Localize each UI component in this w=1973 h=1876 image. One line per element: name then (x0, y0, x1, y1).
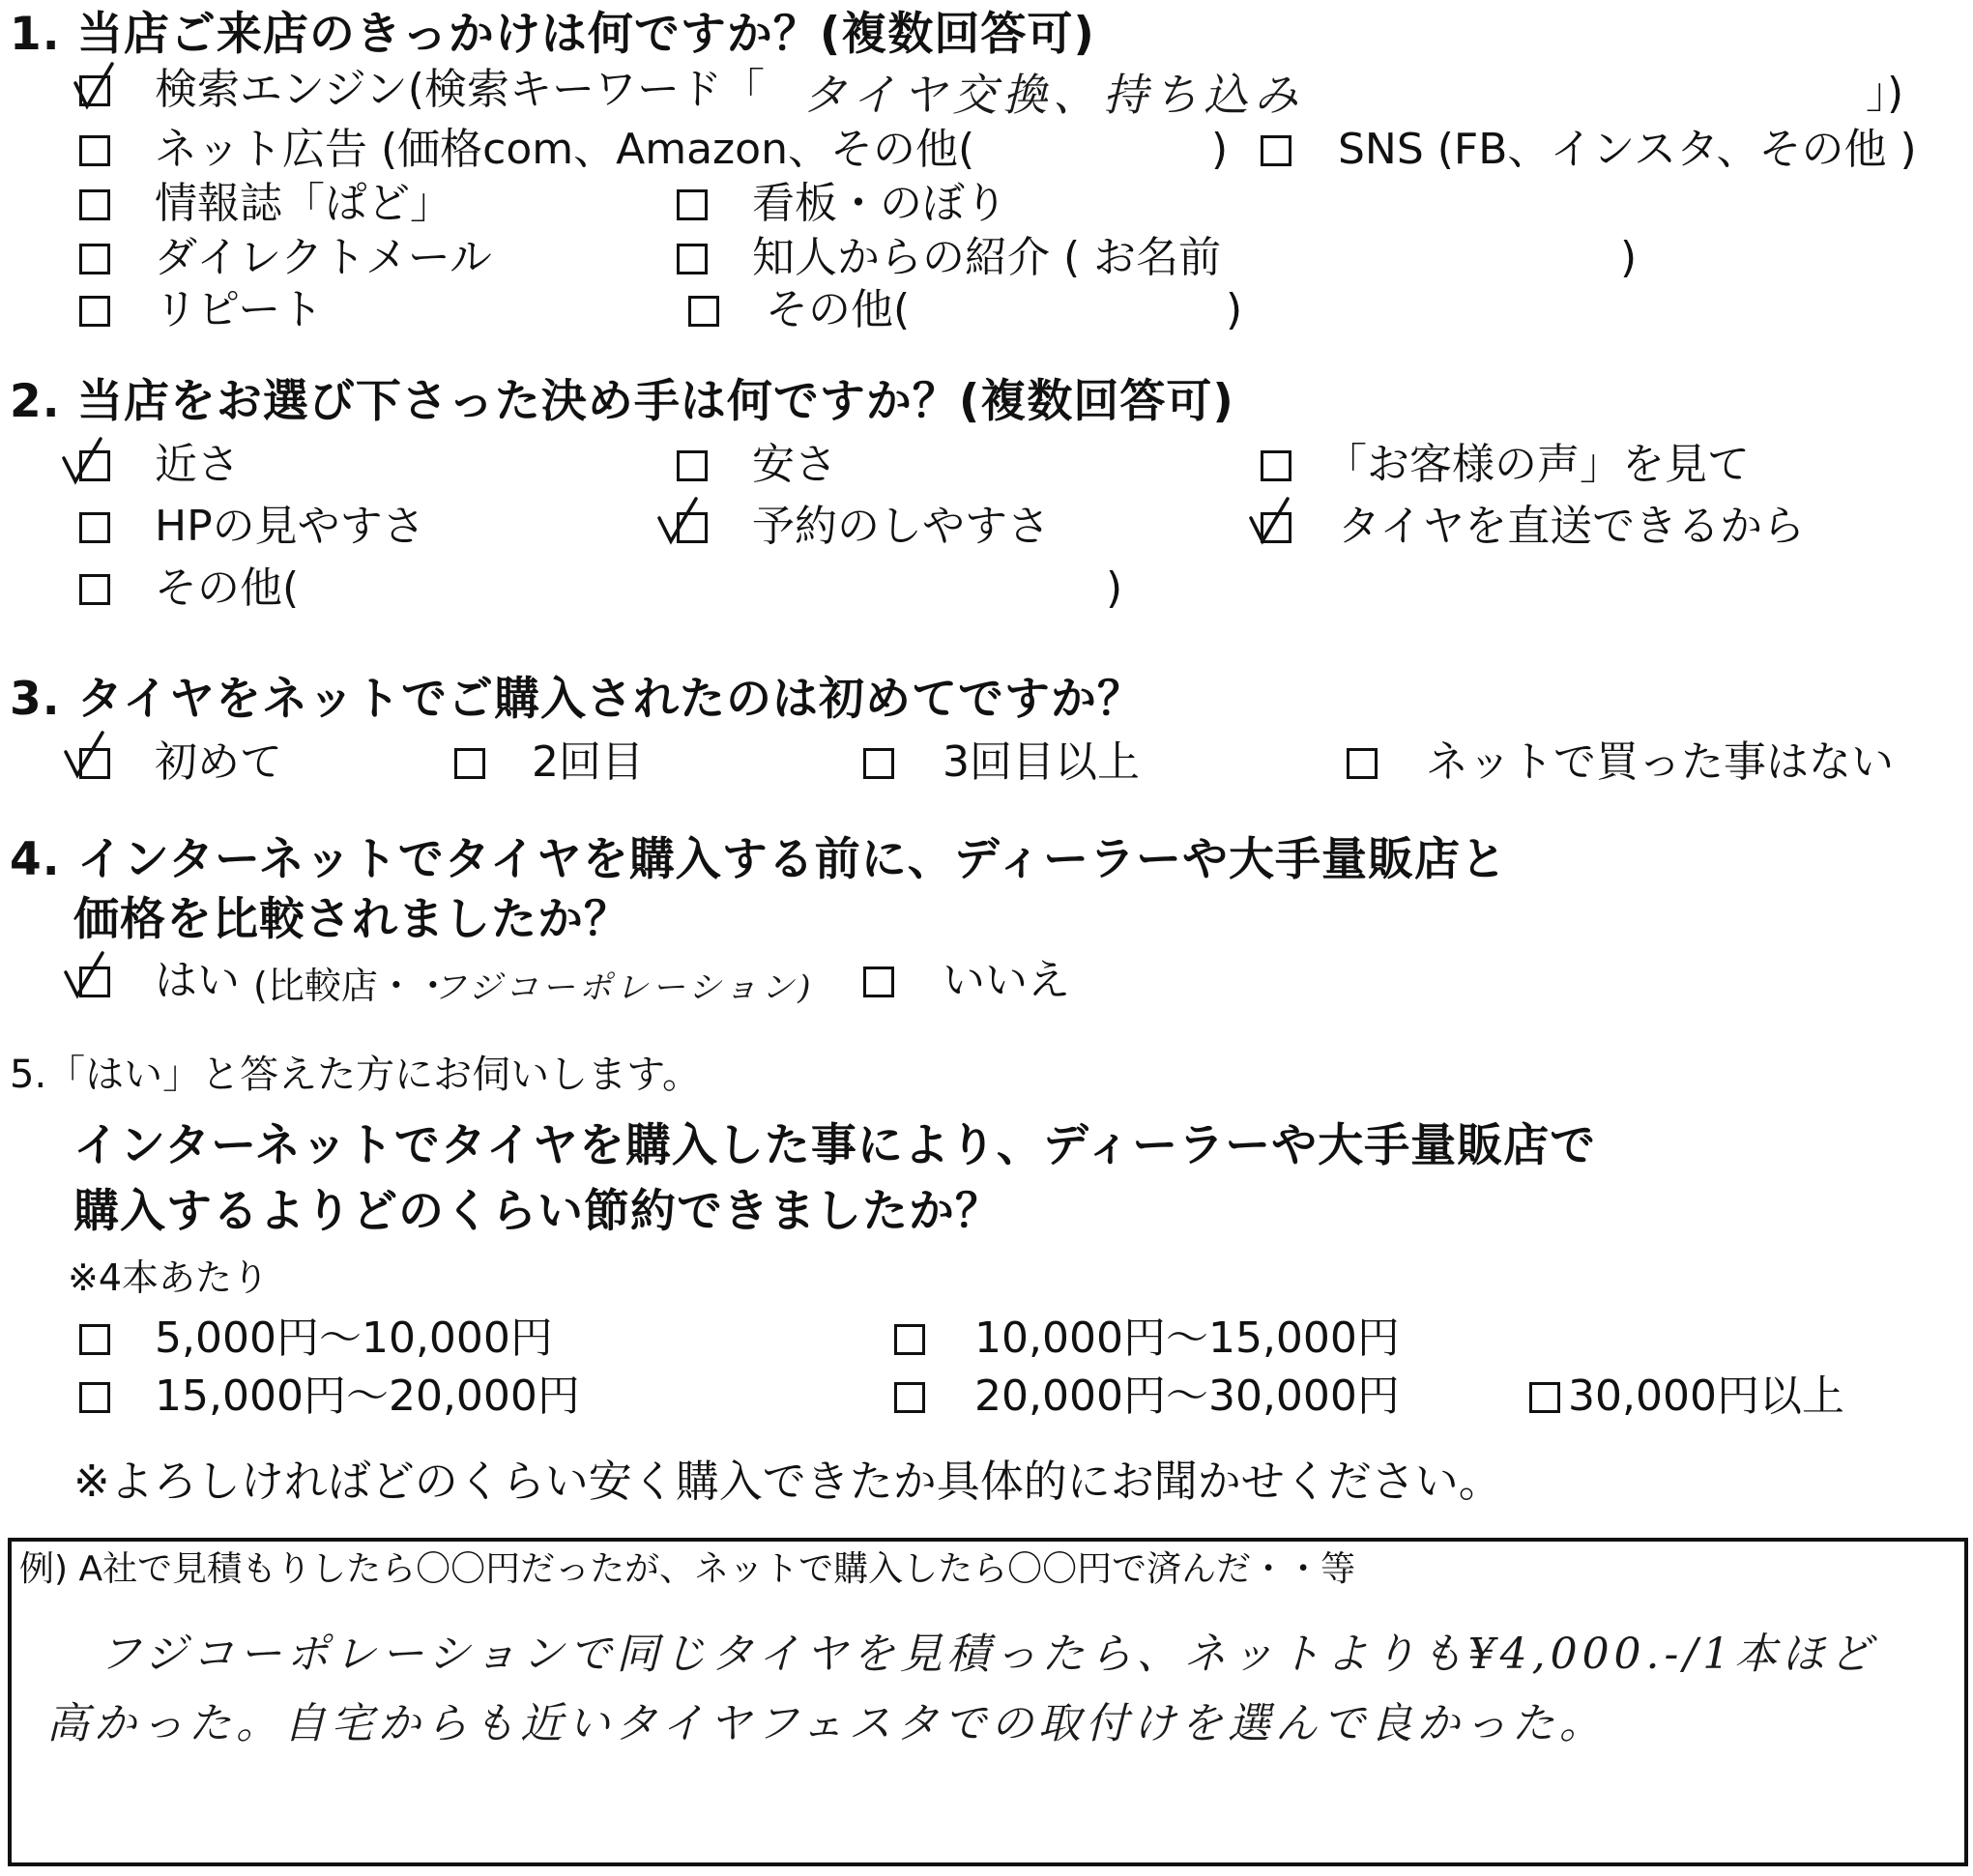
q1-dm-label: ダイレクトメール (155, 233, 492, 282)
q5-lead: 5.「はい」と答えた方にお伺いします。 (10, 1053, 701, 1097)
q1-search-keyword-handwritten: タイヤ交換、持ち込み (802, 69, 1305, 121)
check-mark-icon (73, 62, 112, 110)
q1-sns-label: SNS (FB、インスタ、その他 ) (1338, 125, 1917, 174)
q1-other-close: ) (1226, 285, 1243, 334)
q2-direct-label: タイヤを直送できるから (1338, 502, 1806, 551)
q4-no-checkbox[interactable] (863, 967, 894, 997)
q5-d-label: 20,000円〜30,000円 (974, 1371, 1400, 1421)
q4-title-line1: 4. インターネットでタイヤを購入する前に、ディーラーや大手量販店と (10, 833, 1507, 886)
q4-compare-store-handwritten: フジコーポレーション) (433, 968, 815, 1007)
q1-referral-close: ) (1620, 233, 1638, 282)
q4-no-label: いいえ (943, 956, 1070, 1005)
q1-search-close: 」) (1866, 69, 1904, 118)
q3-third-label: 3回目以上 (943, 737, 1140, 787)
q4-title-line2: 価格を比較されましたか？ (73, 893, 630, 946)
q2-voice-checkbox[interactable] (1261, 450, 1291, 481)
q1-dm-checkbox[interactable] (79, 244, 110, 274)
q1-kanban-label: 看板・のぼり (752, 179, 1007, 228)
q3-second-label: 2回目 (532, 737, 644, 787)
comment-answer-line2: 高かった。自宅からも近いタイヤフェスタでの取付けを選んで良かった。 (46, 1699, 1607, 1748)
q2-near-label: 近さ (155, 440, 240, 489)
q2-title: 2. 当店をお選び下さった決め手は何ですか？(複数回答可) (10, 375, 1234, 428)
q5-b-checkbox[interactable] (894, 1324, 925, 1355)
q1-repeat-label: リピート (155, 285, 324, 334)
check-mark-icon (657, 497, 696, 545)
check-mark-icon (1249, 497, 1288, 545)
q1-referral-checkbox[interactable] (677, 244, 708, 274)
q1-kanban-checkbox[interactable] (677, 189, 708, 220)
check-mark-icon (64, 951, 102, 999)
q5-c-checkbox[interactable] (79, 1382, 110, 1413)
q3-never-label: ネットで買った事はない (1426, 737, 1894, 787)
q1-title: 1. 当店ご来店のきっかけは何ですか？(複数回答可) (10, 8, 1095, 61)
q2-cheap-checkbox[interactable] (677, 450, 708, 481)
q5-d-checkbox[interactable] (894, 1382, 925, 1413)
q5-b-label: 10,000円〜15,000円 (974, 1313, 1400, 1363)
q5-request: ※よろしければどのくらい安く購入できたか具体的にお聞かせください。 (73, 1456, 1502, 1507)
q4-compare-store-label: (比較店・・ (253, 965, 451, 1007)
q1-search-label: 検索エンジン(検索キーワード「 (155, 65, 765, 114)
q2-other-checkbox[interactable] (79, 574, 110, 605)
q5-title-line1: インターネットでタイヤを購入した事により、ディーラーや大手量販店で (73, 1119, 1597, 1172)
q2-cheap-label: 安さ (752, 440, 837, 489)
q1-other-label: その他( (766, 285, 911, 334)
q1-netad-close: ) (1211, 125, 1229, 174)
q5-a-checkbox[interactable] (79, 1324, 110, 1355)
q2-other-label: その他( (155, 563, 300, 613)
q2-hp-checkbox[interactable] (79, 512, 110, 543)
q5-c-label: 15,000円〜20,000円 (155, 1371, 580, 1421)
q1-pado-checkbox[interactable] (79, 189, 110, 220)
q1-netad-checkbox[interactable] (79, 135, 110, 166)
comment-answer-line1: フジコーポレーションで同じタイヤを見積ったら、ネットよりも¥4,000.-/1本ほど (99, 1630, 1877, 1679)
q3-second-checkbox[interactable] (454, 748, 485, 779)
q2-other-close: ) (1106, 563, 1123, 613)
q5-title-line2: 購入するよりどのくらい節約できましたか？ (73, 1185, 1001, 1238)
q2-hp-label: HPの見やすさ (155, 502, 425, 551)
q1-pado-label: 情報誌「ぱど」 (155, 179, 452, 228)
q1-repeat-checkbox[interactable] (79, 296, 110, 327)
q3-never-checkbox[interactable] (1347, 748, 1378, 779)
q5-e-label: 30,000円以上 (1568, 1371, 1844, 1421)
check-mark-icon (64, 731, 102, 779)
q3-first-label: 初めて (155, 737, 282, 787)
q1-referral-label: 知人からの紹介 ( お名前 (752, 233, 1222, 282)
q4-yes-label: はい (155, 956, 240, 1005)
q2-voice-label: 「お客様の声」を見て (1324, 440, 1750, 489)
q2-reserve-label: 予約のしやすさ (752, 502, 1050, 551)
q5-note: ※4本あたり (68, 1256, 270, 1299)
q1-other-checkbox[interactable] (688, 296, 719, 327)
q5-a-label: 5,000円〜10,000円 (155, 1313, 553, 1363)
q5-e-checkbox[interactable] (1529, 1382, 1560, 1413)
q3-title: 3. タイヤをネットでご購入されたのは初めてですか？ (10, 673, 1144, 726)
check-mark-icon (62, 437, 101, 485)
q3-third-checkbox[interactable] (863, 748, 894, 779)
q1-sns-checkbox[interactable] (1261, 135, 1291, 166)
q1-netad-label: ネット広告 (価格com、Amazon、その他( (155, 125, 975, 174)
comment-box[interactable] (8, 1538, 1968, 1866)
comment-example: 例) A社で見積もりしたら〇〇円だったが、ネットで購入したら〇〇円で済んだ・・等 (19, 1549, 1356, 1589)
